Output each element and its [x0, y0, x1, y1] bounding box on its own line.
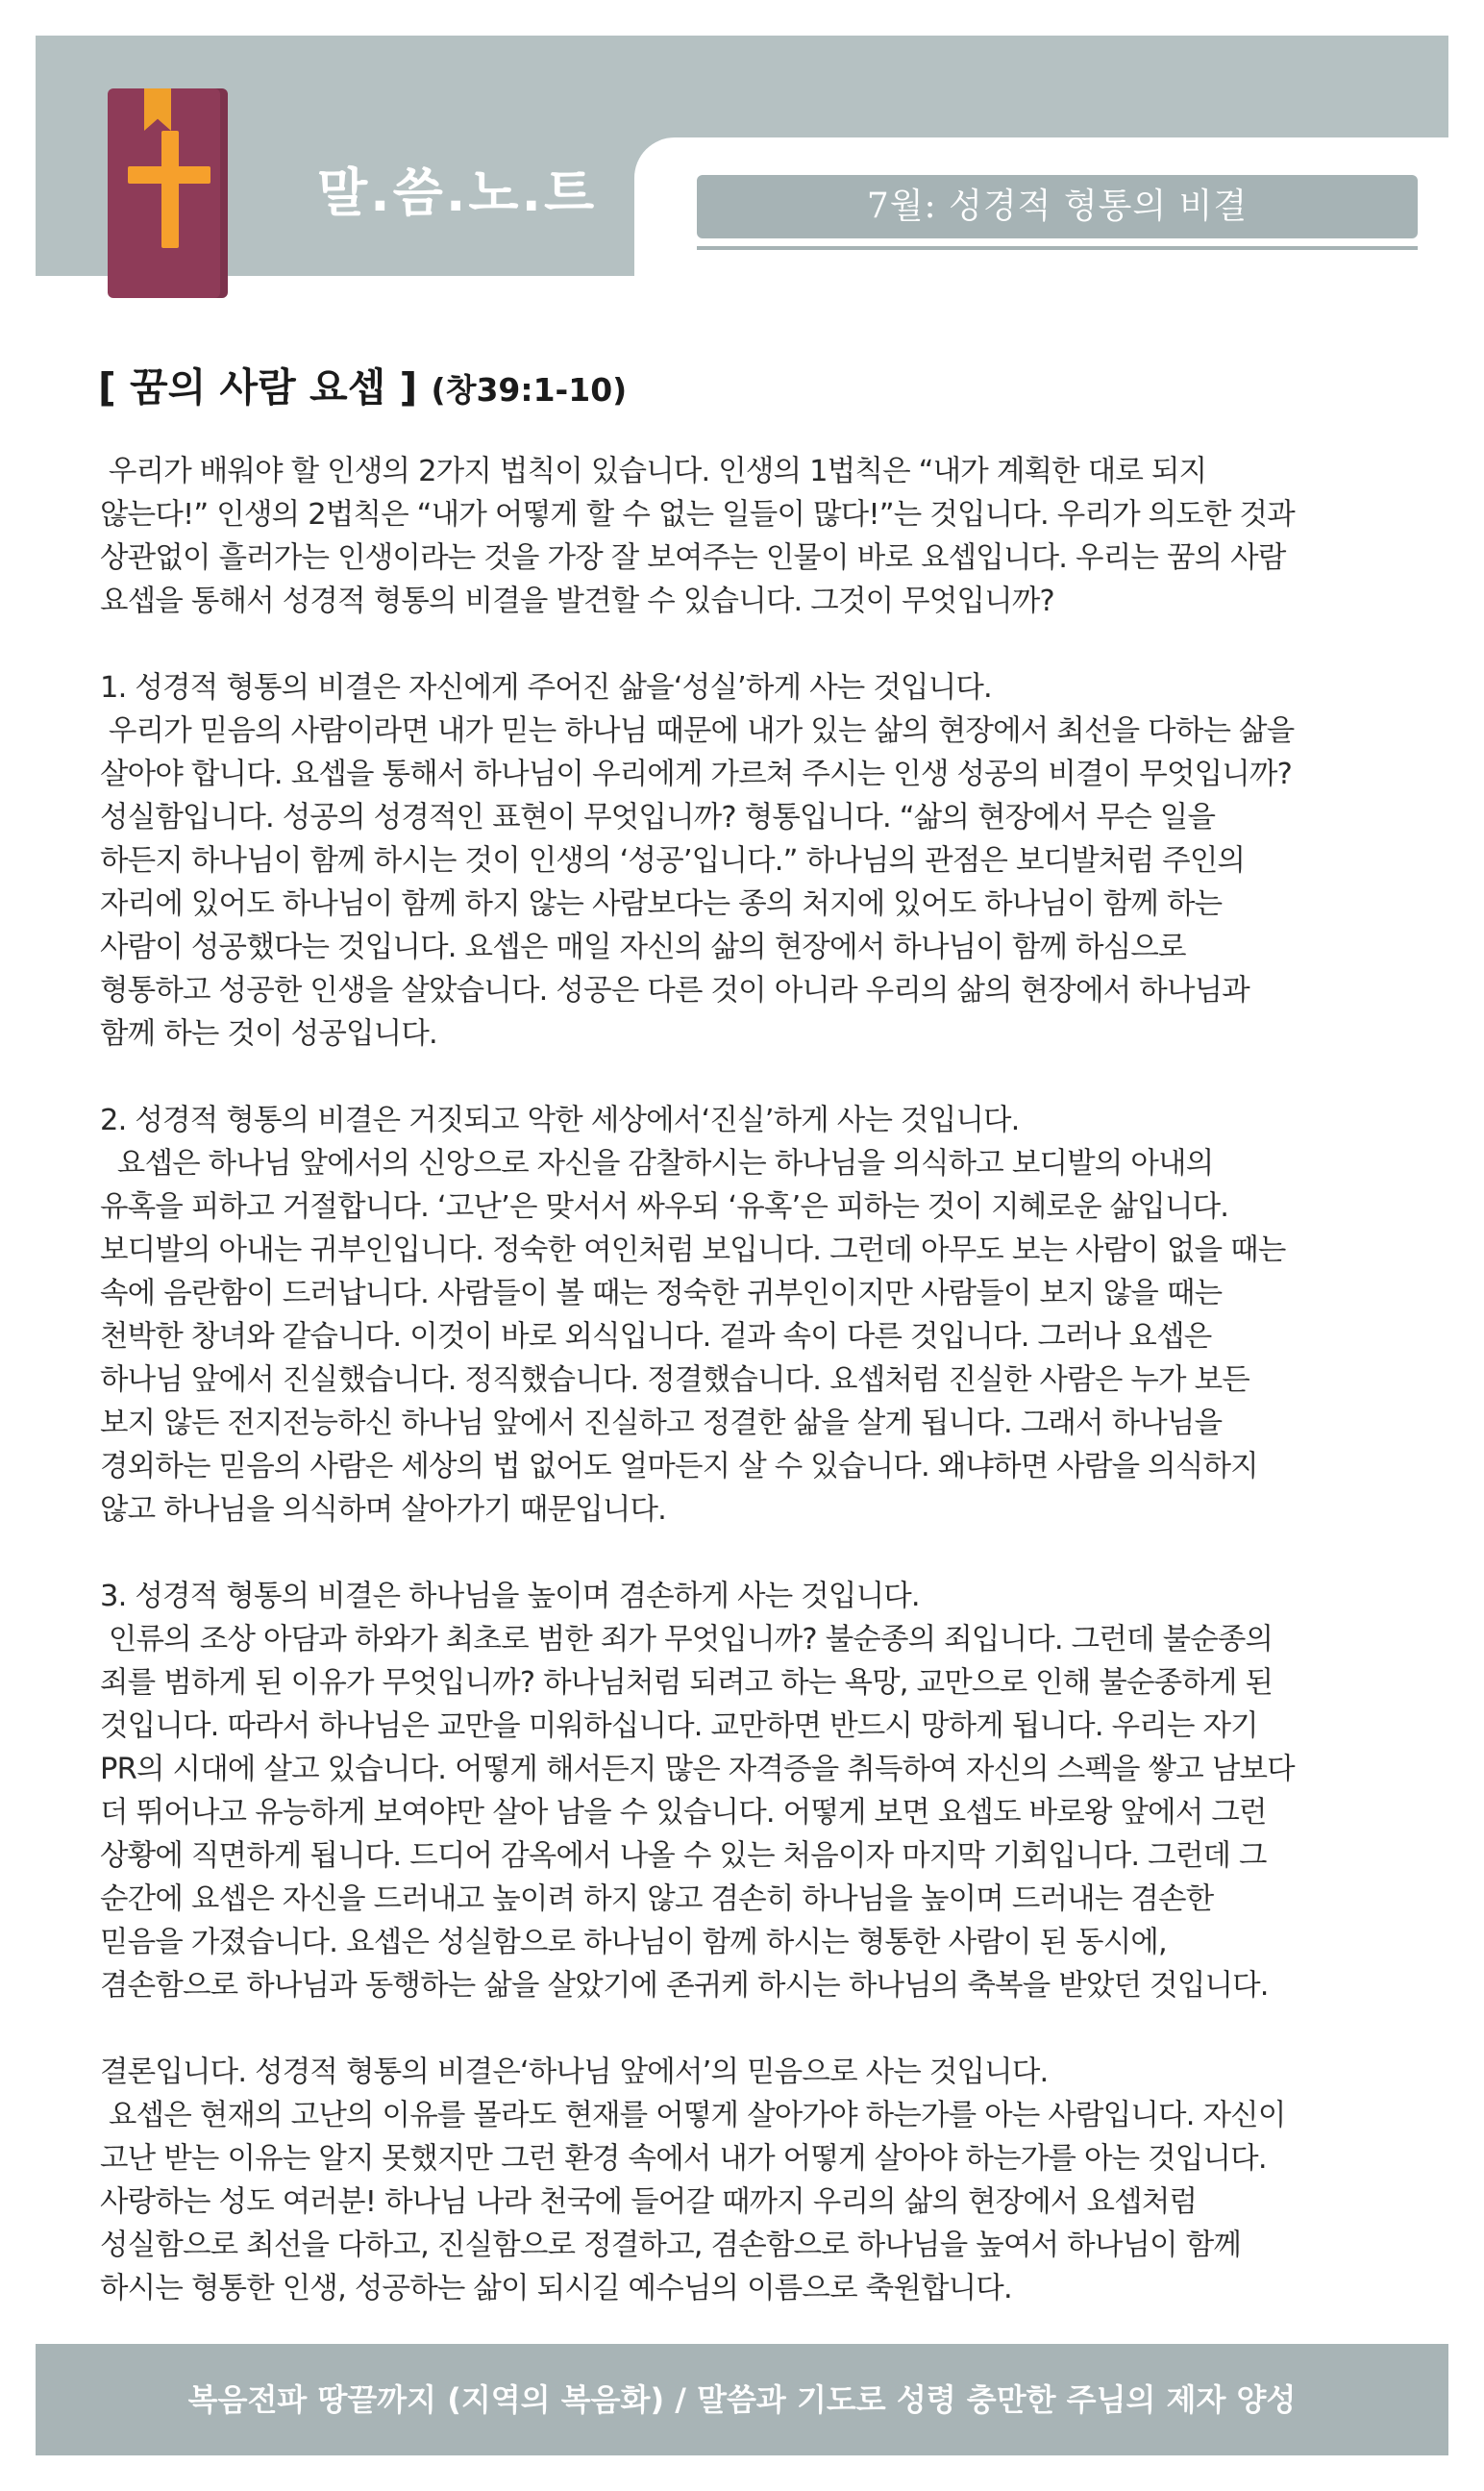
paragraph-intro: 우리가 배워야 할 인생의 2가지 법칙이 있습니다. 인생의 1법칙은 “내가 계획한 대로 되지 않는다!” 인생의 2법칙은 “내가 어떻게 할 수 없는 일들이 많다!”는 것입니다. 우리가 의도한 것과 상관없이 흘러가는 인생이라는 것을 가장 잘 보여주는 인물이 바로 요셉입니다. 우리는 꿈의 사람 요셉을 통해서 성경적 형통의 비결을 발견할 수 있습니다. 그것이 무엇입니까? [100, 455, 1295, 618]
brand-title: 말.씀.노.트 [317, 162, 598, 223]
cross-horizontal [128, 166, 210, 184]
sermon-body [100, 450, 1384, 2354]
month-banner-underline [697, 246, 1418, 250]
paragraph-point-1: 1. 성경적 형통의 비결은 자신에게 주어진 삶을‘성실’하게 사는 것입니다. 우리가 믿음의 사람이라면 내가 믿는 하나님 때문에 내가 있는 삶의 현장에서 최선을 다하는 삶을 살아야 합니다. 요셉을 통해서 하나님이 우리에게 가르쳐 주시는 인생 성공의 비결이 무엇입니까? 성실함입니다. 성공의 성경적인 표현이 무엇입니까? 형통입니다. “삶의 현장에서 무슨 일을 하든지 하나님이 함께 하시는 것이 인생의 ‘성공’입니다.” 하나님의 관점은 보디발처럼 주인의 자리에 있어도 하나님이 함께 하지 않는 사람보다는 종의 처지에 있어도 하나님이 함께 하는 사람이 성공했다는 것입니다. 요셉은 매일 자신의 삶의 현장에서 하나님이 함께 하심으로 형통하고 성공한 인생을 살았습니다. 성공은 다른 것이 아니라 우리의 삶의 현장에서 하나님과 함께 하는 것이 성공입니다. [100, 671, 1295, 1051]
sermon-title-main: [ 꿈의 사람 요셉 ] [98, 364, 418, 411]
sermon-title [98, 356, 627, 412]
paragraph-conclusion: 결론입니다. 성경적 형통의 비결은‘하나님 앞에서’의 믿음으로 사는 것입니다. 요셉은 현재의 고난의 이유를 몰라도 현재를 어떻게 살아가야 하는가를 아는 사람입니다. 자신이 고난 받는 이유는 알지 못했지만 그런 환경 속에서 내가 어떻게 살아야 하는가를 아는 것입니다. 사랑하는 성도 여러분! 하나님 나라 천국에 들어갈 때까지 우리의 삶의 현장에서 요셉처럼 성실함으로 최선을 다하고, 진실함으로 정결하고, 겸손함으로 하나님을 높여서 하나님이 함께 하시는 형통한 인생, 성공하는 삶이 되시길 예수님의 이름으로 축원합니다. [100, 2055, 1286, 2305]
bible-cross-icon [108, 88, 228, 298]
scripture-reference: (창39:1-10) [431, 371, 628, 409]
paragraph-point-2: 2. 성경적 형통의 비결은 거짓되고 악한 세상에서‘진실’하게 사는 것입니다. 요셉은 하나님 앞에서의 신앙으로 자신을 감찰하시는 하나님을 의식하고 보디발의 아내의 유혹을 피하고 거절합니다. ‘고난’은 맞서서 싸우되 ‘유혹’은 피하는 것이 지혜로운 삶입니다. 보디발의 아내는 귀부인입니다. 정숙한 여인처럼 보입니다. 그런데 아무도 보는 사람이 없을 때는 속에 음란함이 드러납니다. 사람들이 볼 때는 정숙한 귀부인이지만 사람들이 보지 않을 때는 천박한 창녀와 같습니다. 이것이 바로 외식입니다. 겉과 속이 다른 것입니다. 그러나 요셉은 하나님 앞에서 진실했습니다. 정직했습니다. 정결했습니다. 요셉처럼 진실한 사람은 누가 보든 보지 않든 전지전능하신 하나님 앞에서 진실하고 정결한 삶을 살게 됩니다. 그래서 하나님을 경외하는 믿음의 사람은 세상의 법 없어도 얼마든지 살 수 있습니다. 왜냐하면 사람을 의식하지 않고 하나님을 의식하며 살아가기 때문입니다. [100, 1104, 1286, 1527]
month-theme-label: 7월: 성경적 형통의 비결 [866, 187, 1249, 226]
footer-motto: 복음전파 땅끝까지 (지역의 복음화) / 말씀과 기도로 성령 충만한 주님의 제자 양성 [187, 2381, 1297, 2418]
cross-vertical [161, 131, 179, 248]
paragraph-point-3: 3. 성경적 형통의 비결은 하나님을 높이며 겸손하게 사는 것입니다. 인류의 조상 아담과 하와가 최초로 범한 죄가 무엇입니까? 불순종의 죄입니다. 그런데 불순종의 죄를 범하게 된 이유가 무엇입니까? 하나님처럼 되려고 하는 욕망, 교만으로 인해 불순종하게 된 것입니다. 따라서 하나님은 교만을 미워하십니다. 교만하면 반드시 망하게 됩니다. 우리는 자기 PR의 시대에 살고 있습니다. 어떻게 해서든지 많은 자격증을 취득하여 자신의 스펙을 쌓고 남보다 더 뛰어나고 유능하게 보여야만 살아 남을 수 있습니다. 어떻게 보면 요셉도 바로왕 앞에서 그런 상황에 직면하게 됩니다. 드디어 감옥에서 나올 수 있는 처음이자 마지막 기회입니다. 그런데 그 순간에 요셉은 자신을 드러내고 높이려 하지 않고 겸손히 하나님을 높이며 드러내는 겸손한 믿음을 가졌습니다. 요셉은 성실함으로 하나님이 함께 하시는 형통한 사람이 된 동시에, 겸손함으로 하나님과 동행하는 삶을 살았기에 존귀케 하시는 하나님의 축복을 받았던 것입니다. [100, 1580, 1295, 2003]
bookmark-ribbon [144, 88, 171, 131]
